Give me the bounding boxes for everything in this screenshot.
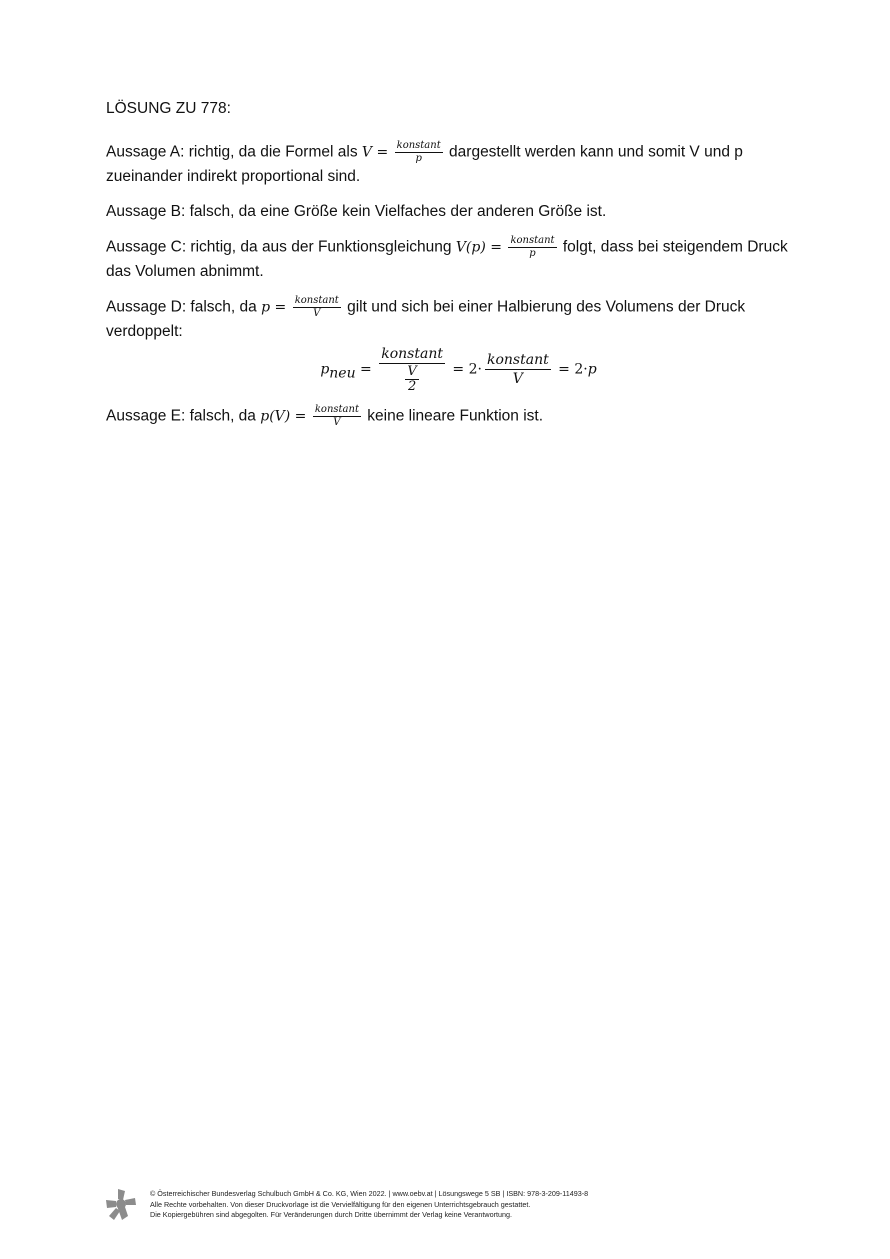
display-inner-fraction xyxy=(405,365,418,394)
statement-c-eq: = xyxy=(485,239,507,256)
statement-e xyxy=(106,404,806,429)
statement-b xyxy=(106,200,806,223)
statement-d-display-equation xyxy=(106,345,806,394)
footer-line-rights: Alle Rechte vorbehalten. Von dieser Druckvorlage ist die Vervielfältigung für den eigenen Unterrichtsgebrauch gestattet. xyxy=(150,1199,531,1209)
statement-d xyxy=(106,295,806,343)
statement-d-eq: = xyxy=(270,299,291,316)
statement-c-lhs: V(p) xyxy=(455,239,486,256)
statement-b-text: Aussage B: falsch, da eine Größe kein Vielfaches der anderen Größe ist. xyxy=(106,203,607,220)
display-lhs-subscript: neu xyxy=(329,365,356,382)
statement-e-fraction xyxy=(313,404,361,429)
statement-d-fraction xyxy=(293,295,341,320)
page-footer xyxy=(106,1187,806,1227)
statement-c-fraction xyxy=(508,235,556,260)
fraction-numerator: konstant xyxy=(510,235,555,246)
footer-text xyxy=(150,1189,588,1221)
fraction-denominator: p xyxy=(395,152,443,165)
statement-c-text-2: folgt, dass bei steigendem Druck das Volumen abnimmt. xyxy=(106,238,788,280)
footer-line-copyright: © Österreichischer Bundesverlag Schulbuch GmbH & Co. KG, Wien 2022. | www.oebv.at | Lösungswege 5 SB | ISBN: 978-3-209-11493-8 xyxy=(150,1189,589,1198)
statement-a-text-2: dargestellt werden kann und somit V und p zueinander indirekt proportional sind. xyxy=(106,143,743,185)
statement-a-var: V xyxy=(361,144,372,161)
statement-e-eq: = xyxy=(290,408,311,425)
statement-e-text-2: keine lineare Funktion ist. xyxy=(362,407,544,425)
display-eq-3: = 2· xyxy=(553,361,588,378)
fraction-denominator: V xyxy=(293,307,341,320)
inner-fraction-numerator: V xyxy=(407,364,417,379)
footer-line-fees: Die Kopiergebühren sind abgegolten. Für Veränderungen durch Dritte übernimmt der Verlag keine Verantwortung. xyxy=(150,1210,512,1219)
display-fraction-1 xyxy=(379,345,445,394)
statement-a-text-1: Aussage A: richtig, da die Formel als xyxy=(106,143,362,161)
fraction-numerator: konstant xyxy=(294,295,339,306)
display-lhs: p xyxy=(320,361,330,378)
statement-a-fraction xyxy=(395,140,443,165)
statement-d-var: p xyxy=(261,299,271,316)
display-eq-1: = xyxy=(355,361,377,378)
display-fraction-1-numerator: konstant xyxy=(381,346,443,362)
fraction-numerator: konstant xyxy=(314,404,359,415)
display-rhs: p xyxy=(587,361,597,378)
fraction-numerator: konstant xyxy=(396,140,441,151)
display-fraction-2-denominator: V xyxy=(485,369,551,388)
statement-c-text-1: Aussage C: richtig, da aus der Funktionsgleichung xyxy=(106,238,456,256)
statement-c xyxy=(106,235,806,283)
solution-heading: LÖSUNG ZU 778: xyxy=(106,100,231,117)
statement-d-text-2: gilt und sich bei einer Halbierung des Volumens der Druck verdoppelt: xyxy=(106,298,746,340)
statement-a-eq: = xyxy=(372,144,393,161)
fraction-denominator: V xyxy=(313,416,361,429)
statement-d-text-1: Aussage D: falsch, da xyxy=(106,298,262,316)
publisher-logo-icon xyxy=(106,1189,136,1221)
fraction-denominator: p xyxy=(508,247,556,260)
statement-e-lhs: p(V) xyxy=(260,408,291,425)
display-fraction-2 xyxy=(485,351,551,388)
solution-content xyxy=(106,98,806,441)
statement-e-text-1: Aussage E: falsch, da xyxy=(106,407,261,425)
display-fraction-2-numerator: konstant xyxy=(486,352,549,368)
display-fraction-1-denominator xyxy=(379,363,445,394)
statement-a xyxy=(106,140,806,188)
display-eq-2: = 2· xyxy=(447,361,482,378)
inner-fraction-denominator: 2 xyxy=(405,379,418,394)
